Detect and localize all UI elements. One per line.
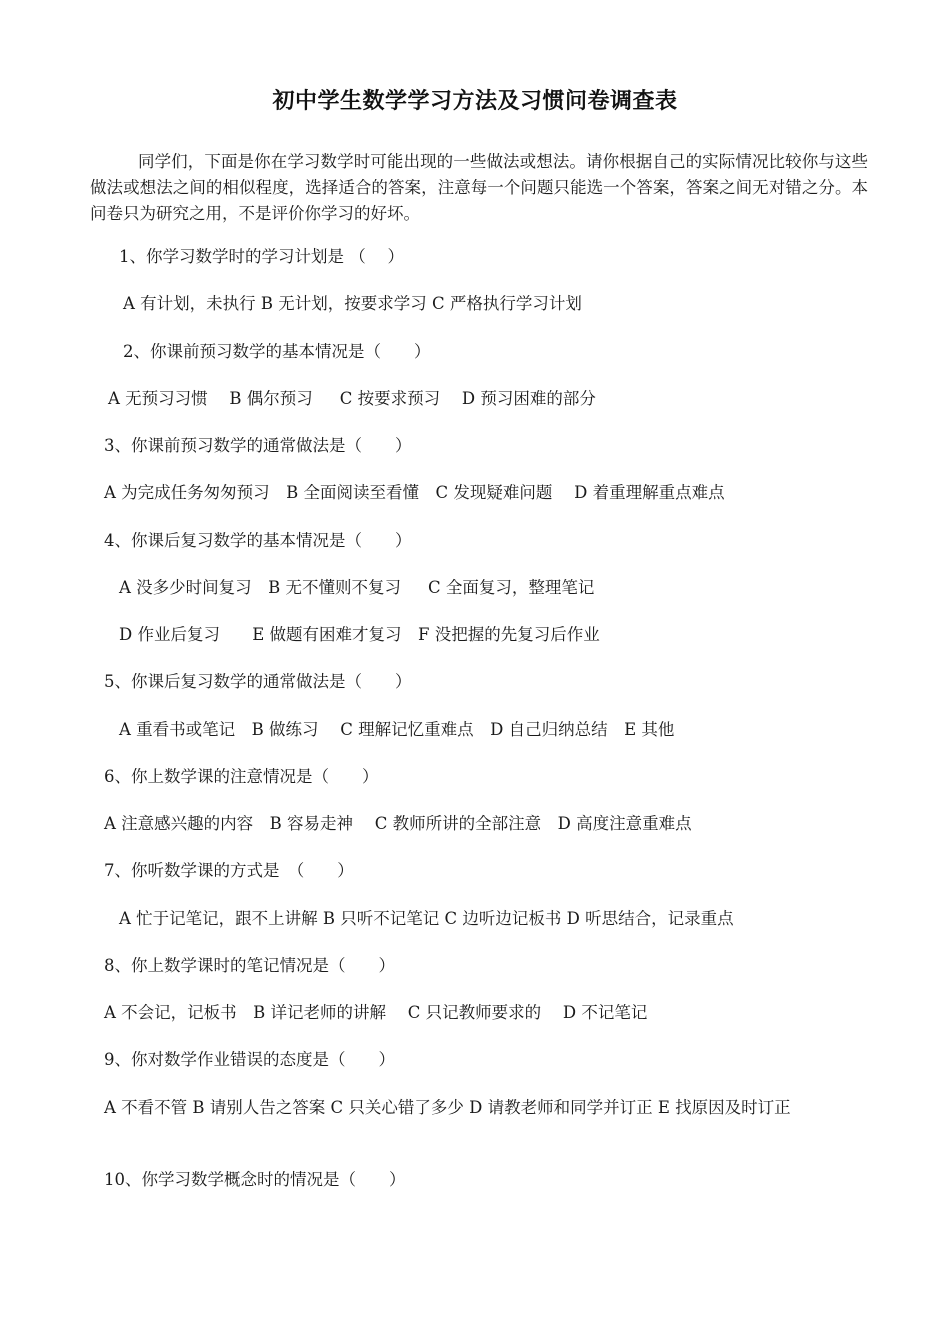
question-9: 9、你对数学作业错误的态度是（ ） (104, 1050, 395, 1069)
question-6: 6、你上数学课的注意情况是（ ） (104, 767, 379, 786)
question-6-options: A 注意感兴趣的内容 B 容易走神 C 教师所讲的全部注意 D 高度注意重难点 (104, 814, 692, 833)
question-3-options: A 为完成任务匆匆预习 B 全面阅读至看懂 C 发现疑难问题 D 着重理解重点难点 (104, 483, 725, 502)
question-8-options: A 不会记，记板书 B 详记老师的讲解 C 只记教师要求的 D 不记笔记 (104, 1003, 648, 1022)
question-9-options: A 不看不管 B 请别人告之答案 C 只关心错了多少 D 请教老师和同学并订正 E 找原因及时订正 (104, 1098, 791, 1117)
question-2: 2、你课前预习数学的基本情况是（ ） (123, 342, 431, 361)
question-10: 10、你学习数学概念时的情况是（ ） (104, 1170, 406, 1189)
question-1: 1、你学习数学时的学习计划是 （ ） (119, 247, 404, 266)
question-5-options: A 重看书或笔记 B 做练习 C 理解记忆重难点 D 自己归纳总结 E 其他 (119, 720, 675, 739)
question-7: 7、你听数学课的方式是 （ ） (104, 861, 354, 880)
intro-paragraph: 同学们，下面是你在学习数学时可能出现的一些做法或想法。请你根据自己的实际情况比较你与这些做法或想法之间的相似程度，选择适合的答案，注意每一个问题只能选一个答案，答案之间无对错之分。本问卷只为研究之用，不是评价你学习的好坏。 (90, 152, 868, 223)
question-2-options: A 无预习习惯 B 偶尔预习 C 按要求预习 D 预习困难的部分 (108, 389, 596, 408)
question-5: 5、你课后复习数学的通常做法是（ ） (104, 672, 412, 691)
question-7-options: A 忙于记笔记，跟不上讲解 B 只听不记笔记 C 边听边记板书 D 听思结合，记录重点 (119, 909, 734, 928)
question-8: 8、你上数学课时的笔记情况是（ ） (104, 956, 395, 975)
question-4-options-row-1: A 没多少时间复习 B 无不懂则不复习 C 全面复习，整理笔记 (119, 578, 595, 597)
page-title: 初中学生数学学习方法及习惯问卷调查表 (272, 88, 678, 114)
question-3: 3、你课前预习数学的通常做法是（ ） (104, 436, 412, 455)
question-1-options: A 有计划，未执行 B 无计划，按要求学习 C 严格执行学习计划 (123, 294, 582, 313)
question-4-options-row-2: D 作业后复习 E 做题有困难才复习 F 没把握的先复习后作业 (119, 625, 600, 644)
question-4: 4、你课后复习数学的基本情况是（ ） (104, 531, 412, 550)
